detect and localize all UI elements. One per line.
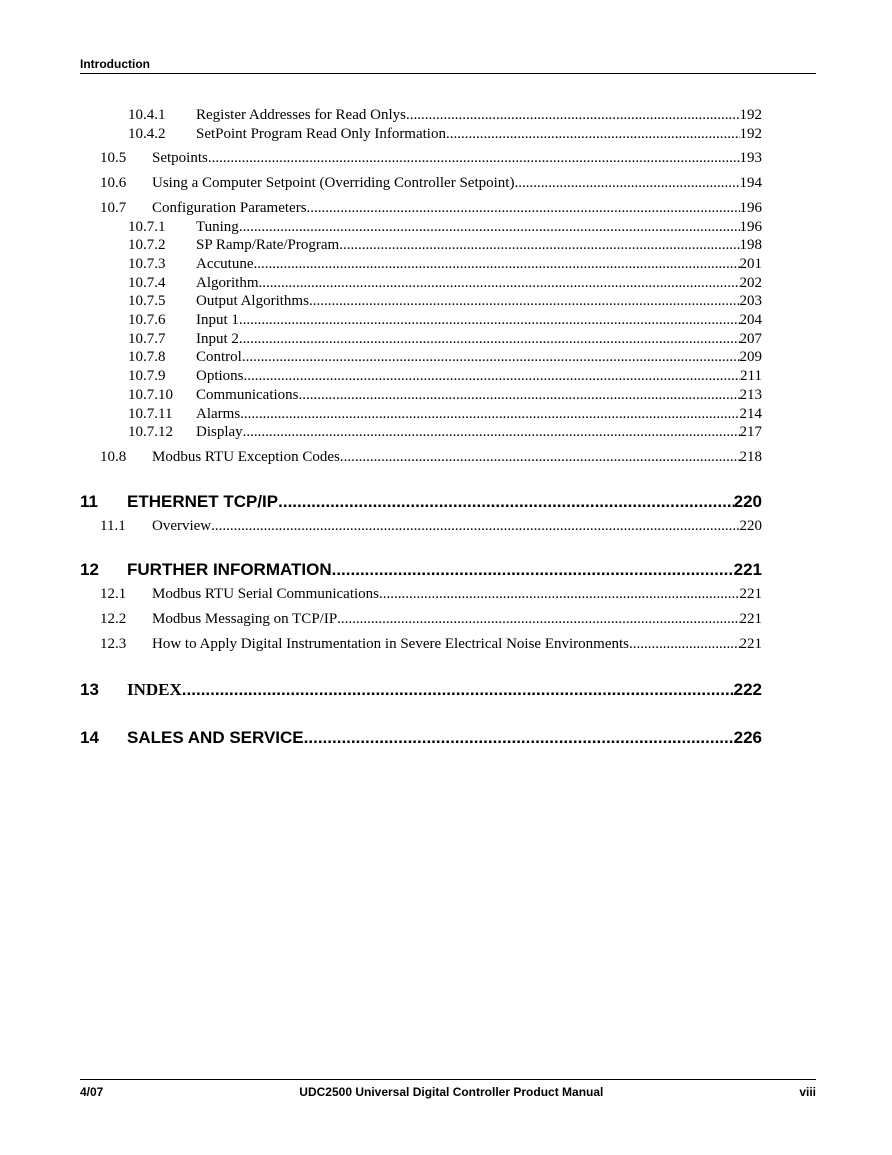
toc-entry-number: 10.7.12: [128, 424, 173, 441]
footer-page-number: viii: [799, 1085, 816, 1099]
toc-entry-title: FURTHER INFORMATION: [127, 560, 332, 580]
toc-dot-leader: [182, 679, 734, 701]
toc-entry[interactable]: [80, 149, 762, 168]
toc-entry[interactable]: [80, 330, 762, 349]
toc-dot-leader: [239, 330, 740, 349]
toc-entry-number: 10.7.8: [128, 349, 166, 366]
toc-entry-number: 10.7.5: [128, 293, 166, 310]
toc-entry-title: Tuning: [196, 218, 239, 235]
toc-entry-page: 192: [739, 125, 762, 142]
toc-dot-leader: [211, 517, 739, 536]
toc-entry-page: 193: [739, 150, 762, 167]
toc-entry[interactable]: [80, 585, 762, 604]
toc-entry-page: 213: [739, 386, 762, 403]
toc-dot-leader: [514, 174, 739, 193]
toc-entry-title: Register Addresses for Read Onlys: [196, 107, 406, 123]
toc-entry-title: Overview: [152, 517, 212, 534]
toc-entry-title: Display: [196, 424, 243, 441]
toc-dot-leader: [243, 423, 740, 442]
toc-entry-number: 10.7.6: [128, 312, 166, 329]
toc-entry[interactable]: [80, 367, 762, 386]
toc-entry-page: 207: [739, 330, 762, 347]
toc-entry-number: 10.7.3: [128, 255, 166, 272]
toc-dot-leader: [406, 106, 740, 125]
toc-entry-title: Alarms: [196, 405, 241, 422]
toc-entry-page: 202: [739, 274, 762, 291]
toc-entry-number: 10.7.11: [128, 405, 173, 422]
toc-dot-leader: [208, 149, 740, 168]
toc-entry-number: 10.7.10: [128, 386, 173, 403]
toc-entry-page: 217: [739, 424, 762, 441]
toc-entry[interactable]: [80, 218, 762, 237]
toc-entry[interactable]: [80, 125, 762, 144]
toc-entry-number: 10.7.2: [128, 237, 166, 254]
toc-entry-title: Accutune: [196, 255, 254, 272]
toc-entry-page: 221: [739, 586, 762, 603]
toc-entry-title: Input 2: [196, 330, 239, 347]
toc-entry[interactable]: [80, 635, 762, 654]
toc-entry-number: 10.7.9: [128, 368, 166, 385]
toc-entry-page: 221: [739, 635, 762, 652]
toc-entry-title: SetPoint Program Read Only Information: [196, 125, 446, 142]
toc-dot-leader: [337, 610, 739, 629]
toc-entry-number: 10.4.2: [128, 125, 166, 142]
toc-entry-number: 10.7.4: [128, 274, 166, 291]
toc-entry-number: 12.2: [100, 611, 127, 628]
toc-entry[interactable]: [80, 174, 762, 193]
toc-dot-leader: [240, 405, 739, 424]
toc-entry[interactable]: [80, 679, 762, 701]
toc-entry-page: 192: [739, 107, 762, 123]
header-section-title: Introduction: [80, 57, 150, 71]
toc-entry-page: 204: [739, 312, 762, 329]
toc-dot-leader: [259, 274, 740, 293]
toc-entry[interactable]: [80, 274, 762, 293]
toc-dot-leader: [278, 491, 734, 513]
toc-entry-title: Modbus Messaging on TCP/IP: [152, 611, 338, 628]
toc-entry-title: Algorithm: [196, 274, 259, 291]
toc-entry-number: 12: [80, 560, 99, 580]
toc-entry-title: INDEX: [127, 680, 182, 700]
toc-entry-title: Configuration Parameters: [152, 199, 307, 216]
table-of-contents: [80, 106, 762, 749]
toc-dot-leader: [309, 292, 740, 311]
running-footer: [80, 1079, 816, 1099]
toc-entry-page: 203: [739, 293, 762, 310]
toc-entry-page: 201: [739, 255, 762, 272]
toc-entry-page: 198: [739, 237, 762, 254]
toc-entry-page: 214: [739, 405, 762, 422]
toc-dot-leader: [244, 367, 741, 386]
toc-entry[interactable]: [80, 199, 762, 218]
toc-dot-leader: [304, 727, 734, 749]
running-header: [80, 57, 816, 74]
toc-entry-title: Options: [196, 368, 244, 385]
toc-entry-title: SALES AND SERVICE: [127, 728, 304, 748]
toc-dot-leader: [239, 218, 740, 237]
toc-entry-number: 11.1: [100, 517, 126, 534]
toc-entry-title: Input 1: [196, 312, 239, 329]
toc-entry-page: 220: [739, 517, 762, 534]
toc-entry[interactable]: [80, 491, 762, 513]
toc-entry-page: 222: [733, 680, 762, 700]
toc-dot-leader: [340, 448, 740, 467]
toc-entry-page: 226: [733, 728, 762, 748]
toc-entry-number: 13: [80, 680, 99, 700]
toc-entry[interactable]: [80, 386, 762, 405]
toc-dot-leader: [239, 311, 740, 330]
toc-entry-page: 194: [739, 175, 762, 192]
toc-entry-number: 12.3: [100, 635, 127, 652]
toc-entry[interactable]: [80, 727, 762, 749]
toc-entry[interactable]: [80, 610, 762, 629]
toc-dot-leader: [446, 125, 740, 144]
toc-entry-number: 10.7.1: [128, 218, 166, 235]
toc-entry[interactable]: [80, 448, 762, 467]
toc-entry[interactable]: [80, 292, 762, 311]
toc-entry[interactable]: [80, 423, 762, 442]
toc-entry-page: 196: [739, 218, 762, 235]
toc-entry-title: Modbus RTU Serial Communications: [152, 586, 380, 603]
toc-entry-title: Setpoints: [152, 150, 208, 167]
toc-dot-leader: [629, 635, 740, 654]
toc-entry[interactable]: [80, 559, 762, 581]
toc-entry-title: Output Algorithms: [196, 293, 309, 310]
toc-entry[interactable]: [80, 311, 762, 330]
toc-entry[interactable]: [80, 517, 762, 536]
toc-entry-page: 196: [739, 199, 762, 216]
toc-entry[interactable]: [80, 236, 762, 255]
toc-entry[interactable]: [80, 348, 762, 367]
toc-entry-title: ETHERNET TCP/IP: [127, 491, 279, 511]
toc-entry-number: 10.5: [100, 150, 127, 167]
toc-entry-number: 10.7: [100, 199, 127, 216]
toc-entry-title: How to Apply Digital Instrumentation in Severe Electrical Noise Environments: [152, 635, 629, 652]
toc-entry[interactable]: [80, 405, 762, 424]
toc-dot-leader: [379, 585, 739, 604]
toc-dot-leader: [242, 348, 740, 367]
footer-manual-title: UDC2500 Universal Digital Controller Product Manual: [299, 1085, 604, 1099]
toc-dot-leader: [332, 559, 734, 581]
toc-entry-number: 10.8: [100, 448, 127, 465]
toc-entry-number: 11: [80, 491, 98, 511]
toc-entry-number: 10.4.1: [128, 107, 166, 123]
toc-dot-leader: [299, 386, 740, 405]
toc-entry-page: 218: [739, 448, 762, 465]
toc-entry-page: 211: [740, 368, 762, 385]
toc-entry-title: Communications: [196, 386, 299, 403]
toc-entry-number: 14: [80, 728, 99, 748]
toc-entry[interactable]: [80, 255, 762, 274]
toc-entry-page: 209: [739, 349, 762, 366]
toc-entry-page: 220: [733, 491, 762, 511]
toc-entry-title: Modbus RTU Exception Codes: [152, 448, 340, 465]
footer-date: 4/07: [80, 1085, 104, 1099]
toc-entry-number: 12.1: [100, 586, 127, 603]
toc-entry[interactable]: [80, 106, 762, 125]
toc-dot-leader: [339, 236, 739, 255]
toc-entry-page: 221: [739, 611, 762, 628]
toc-dot-leader: [253, 255, 739, 274]
toc-entry-title: SP Ramp/Rate/Program: [196, 237, 340, 254]
toc-dot-leader: [307, 199, 740, 218]
toc-entry-number: 10.6: [100, 175, 127, 192]
toc-entry-title: Control: [196, 349, 242, 366]
toc-entry-page: 221: [733, 560, 762, 580]
toc-entry-number: 10.7.7: [128, 330, 166, 347]
toc-entry-title: Using a Computer Setpoint (Overriding Controller Setpoint): [152, 175, 515, 192]
